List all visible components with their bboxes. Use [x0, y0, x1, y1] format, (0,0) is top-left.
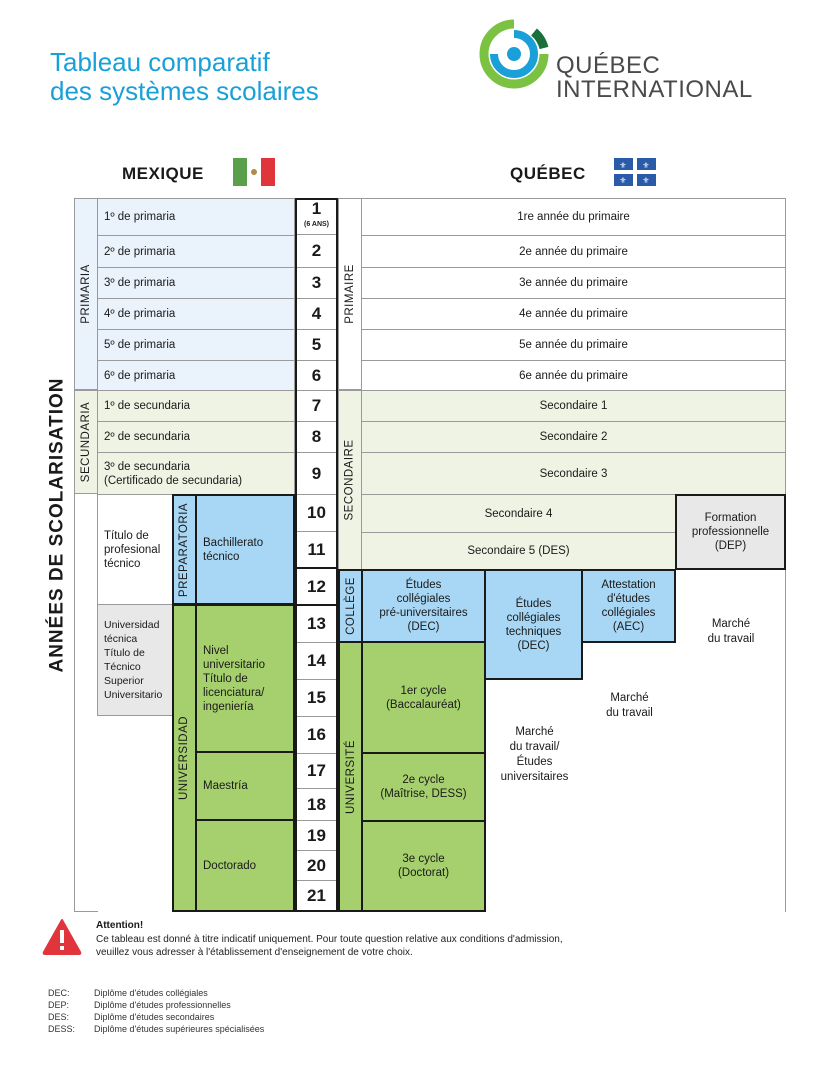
- glossary-abbreviations: DEC: DEP: DES: DESS:: [48, 988, 76, 1034]
- year-4: 4: [297, 299, 336, 330]
- mx-secundaria-1: 1º de secundaria: [97, 390, 295, 422]
- qc-troisieme-cycle: 3e cycle (Doctorat): [361, 820, 486, 912]
- year-9: 9: [297, 453, 336, 495]
- year-1: 1 (6 ANS): [297, 200, 336, 235]
- label-preparatoria: PREPARATORIA: [172, 494, 197, 605]
- table-right-edge: [785, 570, 786, 912]
- qc-secondaire-2: Secondaire 2: [361, 421, 786, 453]
- year-18: 18: [297, 789, 336, 821]
- mx-primaria-3: 3º de primaria: [97, 267, 295, 299]
- year-2: 2: [297, 235, 336, 268]
- label-universidad: UNIVERSIDAD: [172, 604, 197, 912]
- country-mexique: MEXIQUE: [122, 164, 204, 183]
- qc-primaire-2: 2e année du primaire: [361, 235, 786, 268]
- qc-deuxieme-cycle: 2e cycle (Maîtrise, DESS): [361, 752, 486, 822]
- label-universite: UNIVERSITÉ: [338, 641, 363, 912]
- qc-marche-travail-1: Marché du travail: [707, 618, 755, 645]
- qc-secondaire-5: Secondaire 5 (DES): [361, 532, 676, 570]
- glossary-definitions: Diplôme d'études collégiales Diplôme d'études professionnelles Diplôme d'études secondaires Diplôme d'études supérieures spécialisées: [94, 988, 265, 1034]
- qc-marche-travail-2: Marché du travail: [606, 692, 653, 719]
- year-5: 5: [297, 330, 336, 361]
- svg-text:⚜: ⚜: [619, 161, 627, 170]
- qc-etudes-techniques: Études collégiales techniques (DEC): [484, 569, 583, 680]
- year-13: 13: [297, 606, 336, 643]
- qc-primaire-5: 5e année du primaire: [361, 329, 786, 361]
- year-17: 17: [297, 754, 336, 789]
- mx-univ-tecnica: Universidad técnica Título de Técnico Superior Universitario: [97, 604, 173, 716]
- mexico-flag-icon: [233, 158, 275, 186]
- year-19: 19: [297, 821, 336, 851]
- year-14: 14: [297, 643, 336, 680]
- label-primaria: PRIMARIA: [74, 198, 98, 390]
- year-20: 20: [297, 851, 336, 881]
- warning-icon: [42, 918, 82, 956]
- mx-secundaria-3: 3º de secundaria (Certificado de secundaria): [97, 452, 295, 495]
- qc-primaire-1: 1re année du primaire: [361, 198, 786, 236]
- mx-primaria-1: 1º de primaria: [97, 198, 295, 236]
- svg-text:⚜: ⚜: [642, 176, 650, 185]
- year-11: 11: [297, 532, 336, 569]
- qc-secondaire-1: Secondaire 1: [361, 390, 786, 422]
- mx-maestria: Maestría: [195, 751, 295, 821]
- label-primaire: PRIMAIRE: [338, 198, 362, 390]
- year-8: 8: [297, 422, 336, 453]
- quebec-flag-icon: [614, 158, 656, 186]
- year-6: 6: [297, 361, 336, 391]
- mx-primaria-5: 5º de primaria: [97, 329, 295, 361]
- year-7: 7: [297, 391, 336, 422]
- mx-nivel-universitario: Nivel universitario Título de licenciatura/ ingeniería: [195, 604, 295, 753]
- mx-doctorado: Doctorado: [195, 819, 295, 912]
- qc-secondaire-3: Secondaire 3: [361, 452, 786, 495]
- year-12: 12: [297, 569, 336, 606]
- mx-left-strip: [74, 494, 98, 912]
- year-10: 10: [297, 495, 336, 532]
- mx-primaria-2: 2º de primaria: [97, 235, 295, 268]
- qc-marche-travail-etudes: Marché du travail/ Études universitaires: [500, 726, 569, 783]
- qc-secondaire-4: Secondaire 4: [361, 494, 676, 533]
- qc-primaire-4: 4e année du primaire: [361, 298, 786, 330]
- svg-text:⚜: ⚜: [619, 176, 627, 185]
- label-secondaire: SECONDAIRE: [338, 390, 362, 570]
- mx-titulo-profesional: Título de profesional técnico: [97, 494, 173, 605]
- axis-label: ANNÉES DE SCOLARISATION: [46, 377, 68, 673]
- quebec-international-logo-icon: [478, 18, 550, 90]
- mx-primaria-6: 6º de primaria: [97, 360, 295, 391]
- year-15: 15: [297, 680, 336, 717]
- attention-title: Attention!: [96, 920, 144, 931]
- attention-text: Ce tableau est donné à titre indicatif uniquement. Pour toute question relative aux conditions d'admission, veuillez vous adresser à l'établissement d'enseignement de votre choix.: [96, 934, 563, 958]
- qc-attestation-aec: Attestation d'études collégiales (AEC): [581, 569, 676, 643]
- svg-text:⚜: ⚜: [642, 161, 650, 170]
- qc-primaire-6: 6e année du primaire: [361, 360, 786, 391]
- year-21: 21: [307, 885, 326, 905]
- qc-etudes-pre-universitaires: Études collégiales pré-universitaires (DEC): [361, 569, 486, 643]
- year-16: 16: [297, 717, 336, 754]
- qc-primaire-3: 3e année du primaire: [361, 267, 786, 299]
- country-quebec: QUÉBEC: [510, 164, 586, 183]
- logo-line1: QUÉBEC: [556, 52, 661, 79]
- label-secundaria: SECUNDARIA: [74, 390, 98, 494]
- logo-line2: INTERNATIONAL: [556, 76, 753, 103]
- qc-premier-cycle: 1er cycle (Baccalauréat): [361, 641, 486, 754]
- mx-bachillerato: Bachillerato técnico: [195, 494, 295, 605]
- year-3: 3: [297, 268, 336, 299]
- mx-primaria-4: 4º de primaria: [97, 298, 295, 330]
- page-title: Tableau comparatif des systèmes scolaires: [50, 47, 319, 106]
- qc-formation-professionnelle: Formation professionnelle (DEP): [675, 494, 786, 570]
- mx-secundaria-2: 2º de secundaria: [97, 421, 295, 453]
- label-college: COLLÈGE: [338, 569, 363, 643]
